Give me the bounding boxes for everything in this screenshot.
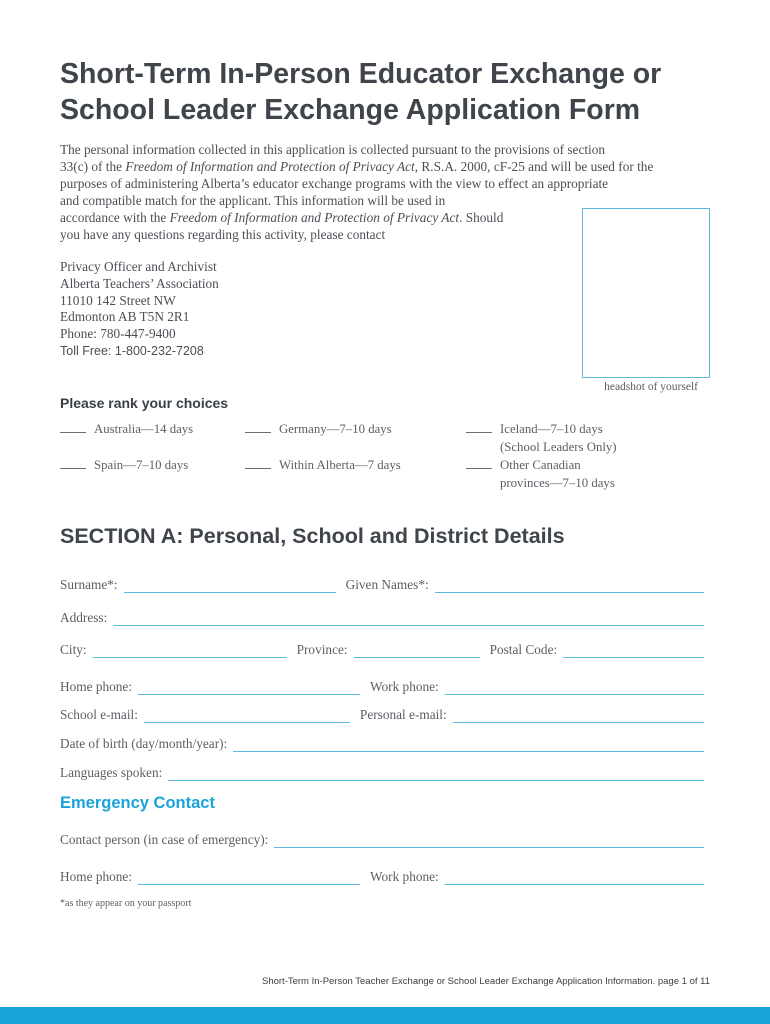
province-field[interactable] [354,644,480,658]
intro-line-2 [60,158,710,175]
intro-text: accordance with the [60,210,170,225]
province-label: Province: [296,642,348,657]
address-phone: Phone: 780-447-9400 [60,326,176,342]
title-line-2: School Leader Exchange Application Form [60,94,641,126]
rank-blank[interactable] [466,459,492,469]
address-line: 11010 142 Street NW [60,292,176,308]
choice-note: (School Leaders Only) [500,440,617,454]
passport-footnote: *as they appear on your passport [60,898,192,909]
intro-line-3: purposes of administering Alberta’s educator exchange programs with the view to effect an appropriate [60,176,609,191]
emergency-work-phone-label: Work phone: [370,869,439,884]
intro-line-1: The personal information collected in this application is collected pursuant to the provisions of section [60,142,606,157]
address-line: Alberta Teachers’ Association [60,275,219,291]
languages-label: Languages spoken: [60,765,163,780]
home-phone-field[interactable] [138,681,360,695]
intro-text: , R.S.A. 2000, cF-25 and will be used for the [414,159,654,174]
act-title: Freedom of Information and Protection of Privacy Act [169,210,460,225]
contact-person-field[interactable] [274,834,704,848]
title-line-1: Short-Term In-Person Educator Exchange or [60,58,662,90]
emergency-contact-heading: Emergency Contact [60,794,215,812]
choice-label-cont: provinces—7–10 days [500,476,615,490]
intro-text: 33(c) of the [60,159,126,174]
choice-australia[interactable] [60,420,193,438]
languages-field[interactable] [168,767,704,781]
contact-person-label: Contact person (in case of emergency): [60,832,269,847]
section-a-heading: SECTION A: Personal, School and District Details [60,524,565,548]
postal-code-label: Postal Code: [489,642,558,657]
personal-email-label: Personal e-mail: [359,707,447,722]
emergency-home-phone-label: Home phone: [60,869,133,884]
choice-within-alberta[interactable] [245,456,401,474]
emergency-work-phone-field[interactable] [445,871,704,885]
home-phone-label: Home phone: [60,679,133,694]
work-phone-field[interactable] [445,681,704,695]
address-label: Address: [60,610,108,625]
rank-choices-heading: Please rank your choices [60,395,229,411]
choice-other-canadian[interactable] [466,456,615,492]
choice-spain[interactable] [60,456,188,474]
name-row [60,573,704,593]
city-field[interactable] [93,644,287,658]
choice-iceland[interactable] [466,420,617,456]
work-phone-label: Work phone: [370,679,439,694]
choice-label: Other Canadian [500,458,581,472]
act-title: Freedom of Information and Protection of Privacy Act [125,159,415,174]
languages-row [60,761,704,781]
email-row [60,703,704,723]
choice-label: Germany—7–10 days [279,422,392,436]
phone-row [60,675,704,695]
page-title [60,56,740,128]
surname-field[interactable] [124,579,336,593]
given-names-label: Given Names*: [345,577,429,592]
choice-label: Within Alberta—7 days [279,458,401,472]
dob-field[interactable] [233,738,704,752]
address-row [60,606,704,626]
given-names-field[interactable] [435,579,704,593]
page-footer: Short-Term In-Person Teacher Exchange or School Leader Exchange Application Information. page 1 of 11 [261,976,710,987]
emergency-phone-row [60,865,704,885]
personal-email-field[interactable] [453,709,704,723]
headshot-caption: headshot of yourself [604,381,698,393]
city-row [60,638,704,658]
choice-label: Australia—14 days [94,422,194,436]
emergency-home-phone-field[interactable] [138,871,360,885]
address-toll-free: Toll Free: 1-800-232-7208 [60,343,204,358]
rank-blank[interactable] [245,423,271,433]
privacy-contact-address [60,259,360,360]
dob-row [60,732,704,752]
rank-blank[interactable] [245,459,271,469]
bottom-accent-bar [0,1007,770,1024]
rank-blank[interactable] [60,423,86,433]
headshot-upload-box[interactable] [582,208,710,378]
rank-blank[interactable] [60,459,86,469]
school-email-field[interactable] [144,709,350,723]
intro-text: . Should [459,210,504,225]
emergency-contact-row [60,828,704,848]
postal-code-field[interactable] [563,644,704,658]
intro-line-4: and compatible match for the applicant. This information will be used in [60,193,446,208]
address-line: Privacy Officer and Archivist [60,259,217,274]
choice-label: Iceland—7–10 days [500,422,603,436]
dob-label: Date of birth (day/month/year): [60,736,228,751]
choice-label: Spain—7–10 days [94,458,189,472]
address-line: Edmonton AB T5N 2R1 [60,309,190,325]
school-email-label: School e-mail: [60,707,138,722]
city-label: City: [60,642,87,657]
choice-germany[interactable] [245,420,392,438]
intro-line-6: you have any questions regarding this activity, please contact [60,227,386,242]
address-field[interactable] [113,612,704,626]
rank-blank[interactable] [466,423,492,433]
surname-label: Surname*: [60,577,118,592]
